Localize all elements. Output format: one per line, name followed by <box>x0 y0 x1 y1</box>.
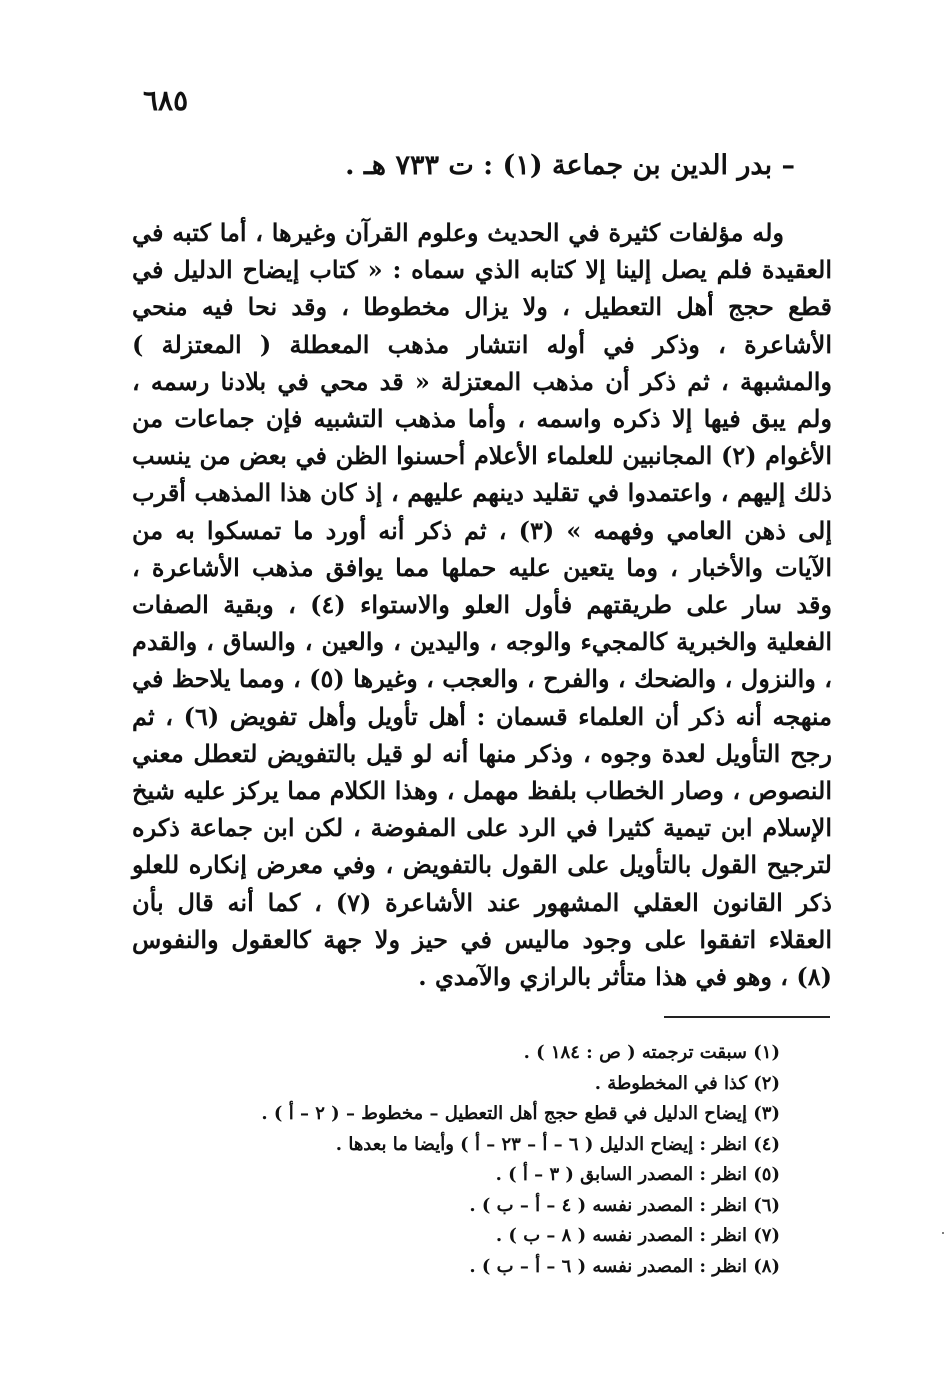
footnote-6: (٦) انظر : المصدر نفسه ( ٤ – أ – ب ) . <box>469 1194 780 1216</box>
footnote-divider <box>664 1016 830 1018</box>
footnote-2: (٢) كذا في المخطوطة . <box>594 1072 780 1094</box>
body-text <box>132 214 832 995</box>
footnotes-list <box>120 1038 780 1282</box>
page-number: ٦٨٥ <box>143 84 189 117</box>
scan-speck <box>942 1232 944 1234</box>
footnote-7: (٧) انظر : المصدر نفسه ( ٨ – ب ) . <box>495 1225 780 1246</box>
section-heading: – بدر الدين بن جماعة (١) : ت ٧٣٣ هـ . <box>345 150 795 181</box>
footnote-1: (١) سبقت ترجمته ( ص : ١٨٤ ) . <box>523 1042 780 1063</box>
footnote-4: (٤) انظر : إيضاح الدليل ( ٦ – أ – ٢٣ – أ ) وأيضا ما بعدها . <box>335 1133 780 1155</box>
footnote-3: (٣) إيضاح الدليل في قطع حجج أهل التعطيل – مخطوط – ( ٢ – أ ) . <box>261 1103 780 1124</box>
footnote-8: (٨) انظر : المصدر نفسه ( ٦ – أ – ب ) . <box>469 1255 780 1277</box>
footnote-5: (٥) انظر : المصدر السابق ( ٣ – أ ) . <box>495 1164 780 1185</box>
body-paragraph: وله مؤلفات كثيرة في الحديث وعلوم القرآن وغيرها ، أما كتبه في العقيدة فلم يصل إلينا إلا كتابه الذي سماه : « كتاب إيضاح الدليل في قطع حجج أهل التعطيل ، ولا يزال مخطوطا ، وقد نحا فيه منحي الأشاعرة ، وذكر في أوله انتشار مذهب المعطلة ( المعتزلة ) والمشبهة ، ثم ذكر أن مذهب المعتزلة « قد محي في بلادنا رسمه ، ولم يبق فيها إلا ذكره واسمه ، وأما مذهب التشبيه فإن جماعات من الأغوام (٢) المجانبين للعلماء الأعلام أحسنوا الظن في بعض من ينسب ذلك إليهم ، واعتمدوا في تقليد دينهم عليهم ، إذ كان هذا المذهب أقرب إلى ذهن العامي وفهمه » (٣) ، ثم ذكر أنه أورد ما تمسكوا به من الآيات والأخبار ، وما يتعين عليه حملها مما يوافق مذهب الأشاعرة ، وقد سار على طريقتهم فأول العلو والاستواء (٤) ، وبقية الصفات الفعلية والخبرية كالمجيء والوجه ، واليدين ، والعين ، والساق ، والقدم ، والنزول ، والضحك ، والفرح ، والعجب ، وغيرها (٥) ، ومما يلاحظ في منهجه أنه ذكر أن العلماء قسمان : أهل تأويل وأهل تفويض (٦) ، ثم رجح التأويل لعدة وجوه ، وذكر منها أنه لو قيل بالتفويض لتعطل معني النصوص ، وصار الخطاب بلفظ مهمل ، وهذا الكلام مما يركز عليه شيخ الإسلام ابن تيمية كثيرا في الرد على المفوضة ، لكن ابن جماعة ذكره لترجيح القول بالتأويل على القول بالتفويض ، وفي معرض إنكاره للعلو ذكر القانون العقلي المشهور عند الأشاعرة (٧) ، كما أنه قال بأن العقلاء اتفقوا على وجود ماليس في حيز ولا جهة كالعقول والنفوس (٨) ، وهو في هذا متأثر بالرازي والآمدي . <box>132 218 833 992</box>
